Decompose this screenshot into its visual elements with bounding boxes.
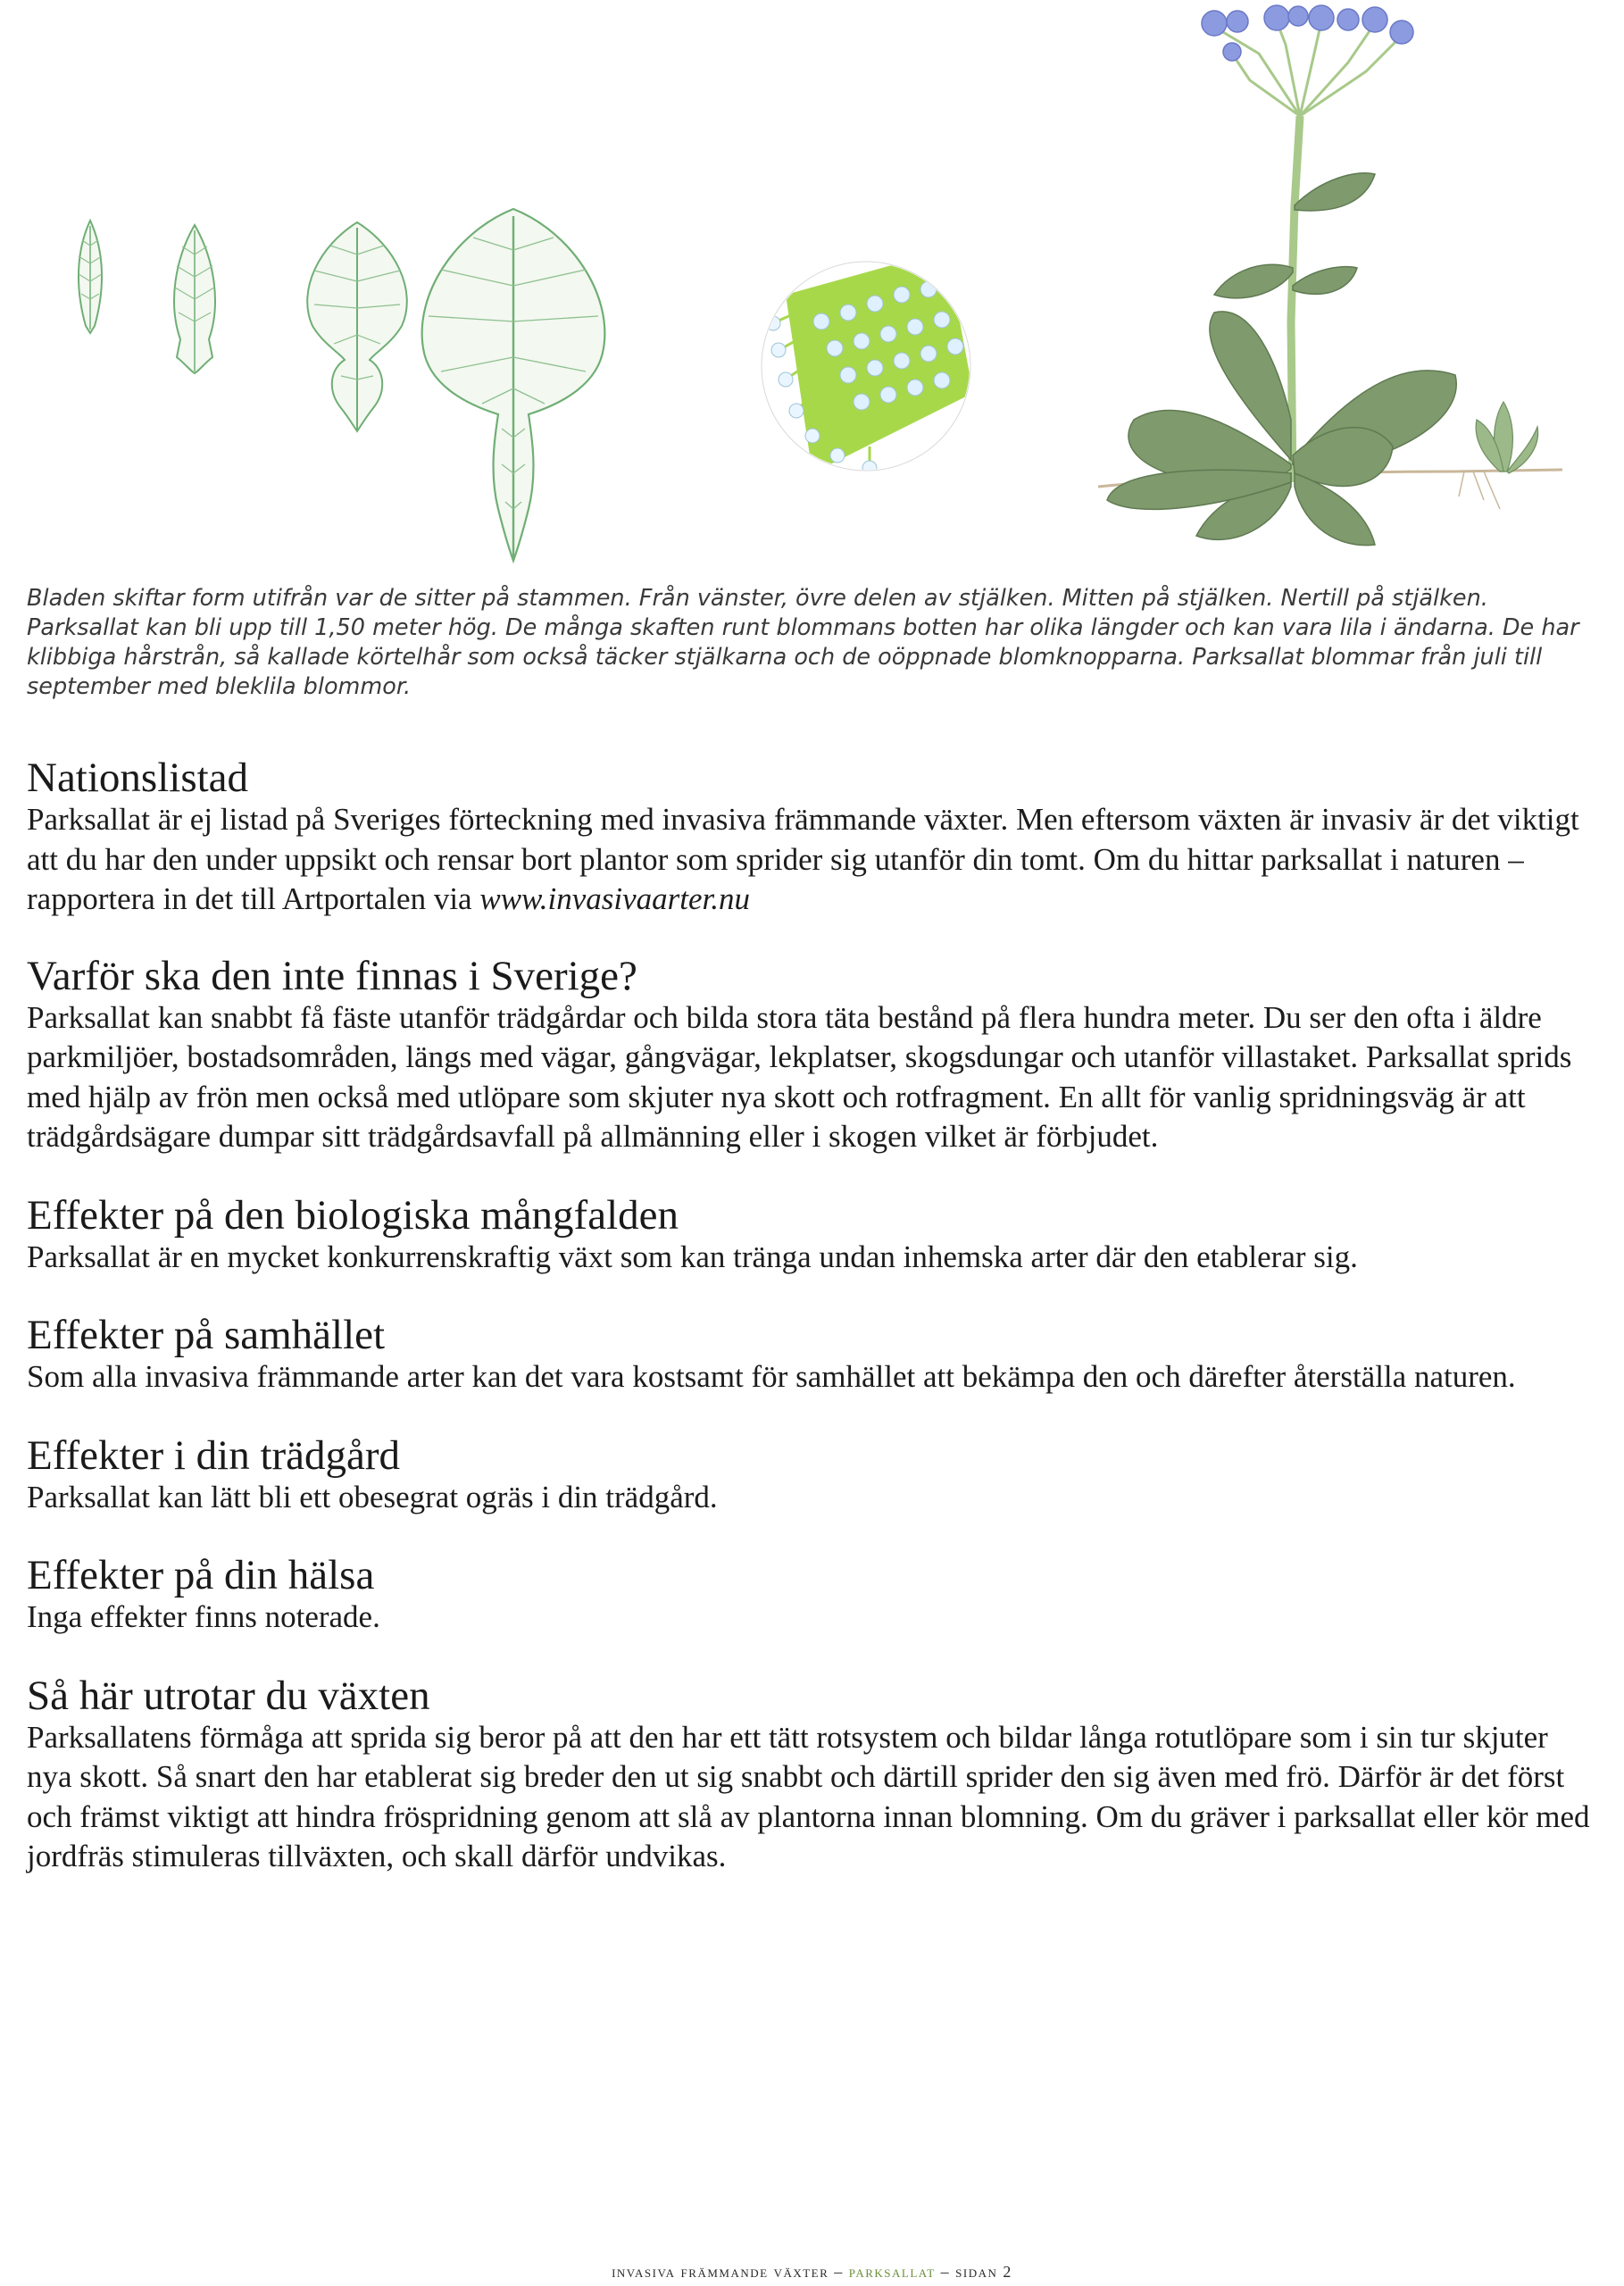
section-body: Parksallat kan lätt bli ett obesegrat ogräs i din trädgård. (27, 1479, 718, 1514)
main-content (27, 755, 1598, 1877)
section-utrota (27, 1673, 1598, 1877)
leaf-upper-mid-stem-illustration (159, 223, 230, 375)
section-biologisk-mangfald (27, 1193, 1598, 1278)
leaf-upper-stem-illustration (68, 219, 112, 335)
illustration-band (54, 0, 1571, 572)
illustration-caption: Bladen skiftar form utifrån var de sitter på stammen. Från vänster, övre delen av stjälken. Mitten på stjälken. Nertill på stjälken. Parksallat kan bli upp till 1,50 meter hög. De många skaften runt blommans botten har olika längder och kan vara lila i ändarna. De har klibbiga hårstrån, så kallade körtelhår som också täcker stjälkarna och de oöppnade blomknopparna. Parksallat blommar från juli till september med bleklila blommor. (27, 585, 1579, 700)
section-heading: Effekter på din hälsa (27, 1552, 375, 1598)
section-tradgard (27, 1433, 1598, 1518)
section-samhallet (27, 1313, 1598, 1397)
section-halsa (27, 1553, 1598, 1638)
section-body: Parksallat kan snabbt få fäste utanför trädgårdar och bilda stora täta bestånd på flera hundra meter. Du ser den ofta i äldre parkmiljöer, bostadsområden, längs med vägar, gångvägar, lekplatser, skogsdungar och utanför villastaket. Parksallat sprids med hjälp av frön men också med utlöpare som skjuter nya skott och rotfragment. En allt för vanlig spridningsväg är att trädgårdsägare dumpar sitt trädgårdsavfall på allmänning eller i skogen vilket är förbjudet. (27, 999, 1572, 1154)
section-body: Parksallat är ej listad på Sveriges förteckning med invasiva främmande växter. Men eftersom växten är invasiv är det viktigt att du har den under uppsikt och rensar bort plantor som sprider sig utanför din tomt. Om du hittar parksallat i naturen – rapportera in det till Artportalen via www.invasivaarter.nu (27, 802, 1579, 916)
footer-page-number: sidan 2 (955, 2263, 1012, 2281)
leaf-mid-stem-illustration (295, 219, 420, 433)
footer-separator: – (935, 2263, 956, 2281)
page-footer (0, 2263, 1624, 2282)
section-varfor (27, 954, 1598, 1157)
section-heading: Varför ska den inte finnas i Sverige? (27, 952, 637, 999)
footer-separator: – (829, 2263, 849, 2281)
glandular-hairs-detail-illustration (759, 259, 973, 473)
footer-series: invasiva främmande växter (612, 2263, 829, 2281)
section-heading: Effekter i din trädgård (27, 1431, 401, 1479)
section-heading: Effekter på samhället (27, 1312, 386, 1358)
section-heading: Nationslistad (27, 755, 249, 801)
section-body: Inga effekter finns noterade. (27, 1599, 380, 1634)
section-heading: Så här utrotar du växten (27, 1672, 430, 1719)
section-nationslistad (27, 755, 1598, 920)
leaf-lower-stem-illustration (411, 205, 616, 563)
footer-species: parksallat (848, 2263, 936, 2281)
section-body: Parksallat är en mycket konkurrenskraftig växt som kan tränga undan inhemska arter där den etablerar sig. (27, 1239, 1358, 1274)
section-body: Som alla invasiva främmande arter kan det vara kostsamt för samhället att bekämpa den och därefter återställa naturen. (27, 1359, 1516, 1394)
section-body: Parksallatens förmåga att sprida sig beror på att den har ett tätt rotsystem och bildar långa rotutlöpare som i sin tur skjuter nya skott. Så snart den har etablerat sig breder den ut sig snabbt och därtill sprider den sig även med frö. Därför är det först och främst viktigt att hindra fröspridning genom att slå av plantorna innan blomning. Om du gräver i parksallat eller kör med jordfräs stimuleras tillväxten, och skall därför undvikas. (27, 1719, 1590, 1873)
invasivaarter-link[interactable]: www.invasivaarter.nu (479, 881, 751, 916)
parksallat-plant-illustration (1080, 0, 1580, 558)
section-heading: Effekter på den biologiska mångfalden (27, 1191, 679, 1239)
